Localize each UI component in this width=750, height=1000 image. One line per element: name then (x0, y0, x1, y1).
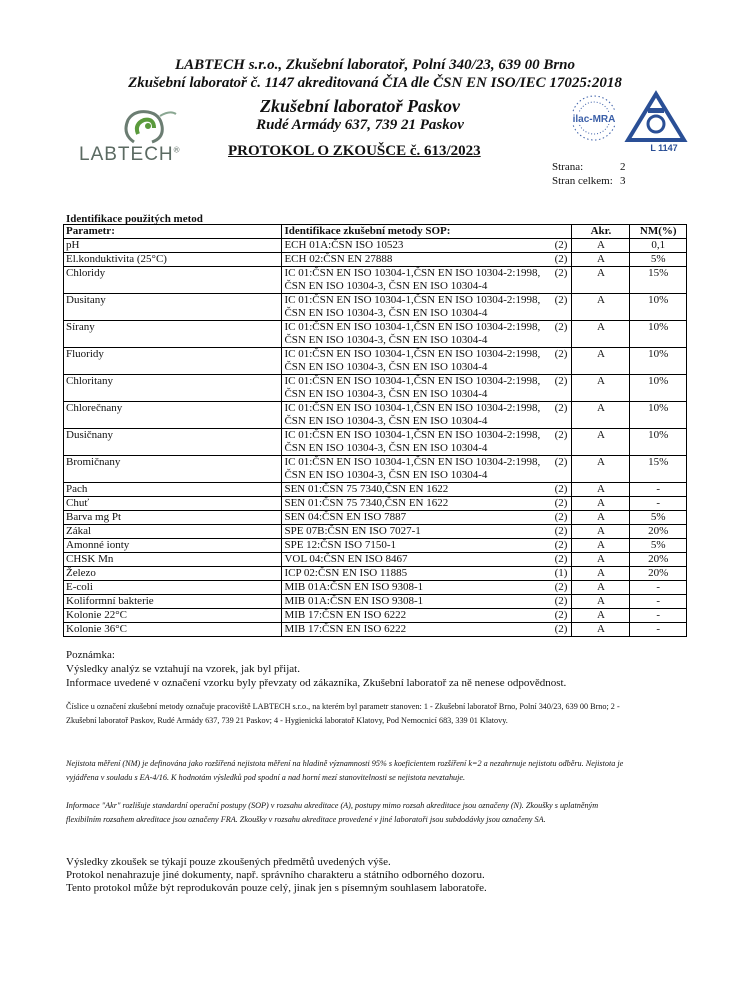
svg-text:ilac-MRA: ilac-MRA (572, 114, 616, 125)
lab-code: (2) (554, 456, 568, 468)
lab-code: (2) (554, 348, 568, 360)
nm-cell: 0,1 (630, 239, 687, 253)
labtech-logo-icon (104, 104, 188, 148)
nm-cell: - (630, 609, 687, 623)
uncertainty-note: Nejistota měření (NM) je definována jako rozšířená nejistota měření na hladině významnosti 95% s koeficientem rozšíření k=2 a nezahrnuje nejistotu odběru. Nejistota je vyjádřena v souladu s EA-4/16. K hodnotám výsledků pod spodní a nad horní mezí stanovitelnosti se nejistota nevztahuje. (66, 759, 624, 782)
method-cell (282, 567, 572, 581)
akr-cell: A (572, 553, 630, 567)
header-line-1: LABTECH s.r.o., Zkušební laboratoř, Polní 340/23, 639 00 Brno (174, 57, 576, 73)
akr-note: Informace "Akr" rozlišuje standardní operační postupy (SOP) v rozsahu akreditace (A), postupy mimo rozsah akreditace jsou označeny (N). Zkoušky s uplatněným flexibilním rozsahem akreditace jsou označeny FRA. Zkoušky v rozsahu akreditace provedené v jiné laboratoři jsou subdodávky jsou označeny SA. (66, 801, 599, 824)
method-cell (282, 239, 572, 253)
paging-info (552, 160, 626, 188)
table-row (64, 239, 687, 253)
section-title: Identifikace použitých metod (66, 213, 203, 225)
table-row (64, 456, 687, 483)
param-cell: Kolonie 22°C (64, 609, 282, 623)
nm-cell: - (630, 497, 687, 511)
method-line: ECH 01A:ČSN ISO 10523 (284, 239, 404, 251)
lab-code: (2) (554, 321, 568, 333)
total-value: 3 (620, 175, 626, 187)
akr-cell: A (572, 497, 630, 511)
method-line: IC 01:ČSN EN ISO 10304-1,ČSN EN ISO 10304-2:1998, (284, 456, 541, 468)
nm-cell: - (630, 595, 687, 609)
param-cell: Barva mg Pt (64, 511, 282, 525)
akr-cell: A (572, 267, 630, 294)
svg-text:L 1147: L 1147 (650, 143, 678, 153)
lab-code: (2) (554, 253, 568, 265)
method-line: IC 01:ČSN EN ISO 10304-1,ČSN EN ISO 10304-2:1998, (284, 267, 541, 279)
method-line: IC 01:ČSN EN ISO 10304-1,ČSN EN ISO 10304-2:1998, (284, 402, 541, 414)
method-line: SEN 04:ČSN EN ISO 7887 (284, 511, 407, 523)
method-line: ČSN EN ISO 10304-3, ČSN EN ISO 10304-4 (284, 469, 488, 481)
table-row (64, 483, 687, 497)
table-row (64, 553, 687, 567)
footer-line-3: Tento protokol může být reprodukován pouze celý, jinak jen s písemným souhlasem laboratoře. (66, 882, 487, 894)
table-row (64, 567, 687, 581)
nm-cell: - (630, 623, 687, 637)
method-line: ČSN EN ISO 10304-3, ČSN EN ISO 10304-4 (284, 388, 488, 400)
method-line: ČSN EN ISO 10304-3, ČSN EN ISO 10304-4 (284, 442, 488, 454)
nm-cell: - (630, 581, 687, 595)
nm-cell: 15% (630, 456, 687, 483)
page-label: Strana: (552, 161, 584, 173)
akr-cell: A (572, 609, 630, 623)
param-cell: Bromičnany (64, 456, 282, 483)
akr-cell: A (572, 239, 630, 253)
param-cell: Chuť (64, 497, 282, 511)
method-line: ECH 02:ČSN EN 27888 (284, 253, 393, 265)
method-line: ČSN EN ISO 10304-3, ČSN EN ISO 10304-4 (284, 361, 488, 373)
param-cell: Zákal (64, 525, 282, 539)
method-cell (282, 267, 572, 294)
method-cell (282, 321, 572, 348)
method-cell (282, 595, 572, 609)
lab-code: (2) (554, 539, 568, 551)
header-method: Identifikace zkušební metody SOP: (282, 225, 572, 239)
method-cell (282, 348, 572, 375)
table-row (64, 375, 687, 402)
table-row (64, 321, 687, 348)
nm-cell: - (630, 483, 687, 497)
notes-title: Poznámka: (66, 649, 115, 661)
lab-code: (2) (554, 553, 568, 565)
method-line: MIB 17:ČSN EN ISO 6222 (284, 623, 407, 635)
method-line: SPE 12:ČSN ISO 7150-1 (284, 539, 396, 551)
lab-title: Zkušební laboratoř Paskov (259, 96, 460, 116)
method-cell (282, 294, 572, 321)
akr-cell: A (572, 321, 630, 348)
lab-code: (2) (554, 239, 568, 251)
lab-code: (2) (554, 375, 568, 387)
param-cell: Chlorečnany (64, 402, 282, 429)
table-row (64, 609, 687, 623)
param-cell: Sírany (64, 321, 282, 348)
param-cell: Chloritany (64, 375, 282, 402)
method-cell (282, 253, 572, 267)
header-nm: NM(%) (630, 225, 687, 239)
lab-code: (2) (554, 581, 568, 593)
lab-code: (2) (554, 511, 568, 523)
table-row (64, 294, 687, 321)
nm-cell: 20% (630, 553, 687, 567)
method-cell (282, 525, 572, 539)
ilac-mra-icon (568, 94, 620, 144)
lab-code: (2) (554, 429, 568, 441)
header-line-2: Zkušební laboratoř č. 1147 akreditovaná ČIA dle ČSN EN ISO/IEC 17025:2018 (128, 75, 622, 91)
param-cell: Dusitany (64, 294, 282, 321)
method-cell (282, 456, 572, 483)
nm-cell: 20% (630, 567, 687, 581)
akr-cell: A (572, 402, 630, 429)
akr-cell: A (572, 539, 630, 553)
lab-code: (1) (554, 567, 568, 579)
table-row (64, 595, 687, 609)
cai-accreditation-icon (624, 90, 688, 154)
akr-cell: A (572, 294, 630, 321)
method-cell (282, 609, 572, 623)
nm-cell: 10% (630, 375, 687, 402)
akr-cell: A (572, 483, 630, 497)
akr-cell: A (572, 511, 630, 525)
table-body (64, 239, 687, 637)
method-cell (282, 483, 572, 497)
param-cell: Dusičnany (64, 429, 282, 456)
akr-cell: A (572, 525, 630, 539)
footer-line-1: Výsledky zkoušek se týkají pouze zkoušených předmětů uvedených výše. (66, 856, 391, 868)
method-line: IC 01:ČSN EN ISO 10304-1,ČSN EN ISO 10304-2:1998, (284, 348, 541, 360)
table-row (64, 623, 687, 637)
method-cell (282, 623, 572, 637)
method-line: ČSN EN ISO 10304-3, ČSN EN ISO 10304-4 (284, 280, 488, 292)
param-cell: Amonné ionty (64, 539, 282, 553)
notes-line-2: Informace uvedené v označení vzorku byly převzaty od zákazníka, Zkušební laboratoř za ně nenese odpovědnost. (66, 677, 567, 689)
lab-code: (2) (554, 267, 568, 279)
nm-cell: 10% (630, 402, 687, 429)
method-line: IC 01:ČSN EN ISO 10304-1,ČSN EN ISO 10304-2:1998, (284, 321, 541, 333)
param-cell: Pach (64, 483, 282, 497)
method-line: SEN 01:ČSN 75 7340,ČSN EN 1622 (284, 483, 449, 495)
lab-code: (2) (554, 623, 568, 635)
notes-block (66, 648, 566, 690)
method-line: MIB 17:ČSN EN ISO 6222 (284, 609, 407, 621)
method-cell (282, 375, 572, 402)
param-cell: E-coli (64, 581, 282, 595)
akr-cell: A (572, 348, 630, 375)
method-line: ČSN EN ISO 10304-3, ČSN EN ISO 10304-4 (284, 334, 488, 346)
table-row (64, 402, 687, 429)
table-row (64, 348, 687, 375)
akr-cell: A (572, 429, 630, 456)
method-cell (282, 402, 572, 429)
header-akr: Akr. (572, 225, 630, 239)
method-line: IC 01:ČSN EN ISO 10304-1,ČSN EN ISO 10304-2:1998, (284, 294, 541, 306)
method-cell (282, 581, 572, 595)
method-line: ČSN EN ISO 10304-3, ČSN EN ISO 10304-4 (284, 307, 488, 319)
nm-cell: 5% (630, 539, 687, 553)
akr-cell: A (572, 623, 630, 637)
footer-line-2: Protokol nenahrazuje jiné dokumenty, např. správního charakteru a státního odborného dozoru. (66, 869, 485, 881)
method-line: IC 01:ČSN EN ISO 10304-1,ČSN EN ISO 10304-2:1998, (284, 375, 541, 387)
nm-cell: 20% (630, 525, 687, 539)
table-row (64, 539, 687, 553)
nm-cell: 10% (630, 429, 687, 456)
nm-cell: 5% (630, 511, 687, 525)
param-cell: pH (64, 239, 282, 253)
akr-cell: A (572, 375, 630, 402)
method-cell (282, 429, 572, 456)
method-cell (282, 553, 572, 567)
lab-code: (2) (554, 483, 568, 495)
method-cell (282, 539, 572, 553)
nm-cell: 15% (630, 267, 687, 294)
method-line: SPE 07B:ČSN EN ISO 7027-1 (284, 525, 421, 537)
table-row (64, 511, 687, 525)
method-line: ICP 02:ČSN EN ISO 11885 (284, 567, 408, 579)
nm-cell: 10% (630, 321, 687, 348)
param-cell: El.konduktivita (25°C) (64, 253, 282, 267)
nm-cell: 10% (630, 294, 687, 321)
akr-cell: A (572, 581, 630, 595)
method-cell (282, 497, 572, 511)
protocol-title: PROTOKOL O ZKOUŠCE č. 613/2023 (228, 143, 481, 159)
akr-cell: A (572, 567, 630, 581)
total-label: Stran celkem: (552, 175, 613, 187)
method-line: SEN 01:ČSN 75 7340,ČSN EN 1622 (284, 497, 449, 509)
table-row (64, 497, 687, 511)
akr-cell: A (572, 253, 630, 267)
method-line: ČSN EN ISO 10304-3, ČSN EN ISO 10304-4 (284, 415, 488, 427)
method-line: MIB 01A:ČSN EN ISO 9308-1 (284, 595, 424, 607)
header-param: Parametr: (64, 225, 282, 239)
lab-code: (2) (554, 525, 568, 537)
method-line: VOL 04:ČSN EN ISO 8467 (284, 553, 408, 565)
method-line: MIB 01A:ČSN EN ISO 9308-1 (284, 581, 424, 593)
footer-block (66, 856, 487, 895)
page-value: 2 (620, 161, 626, 173)
lab-code: (2) (554, 609, 568, 621)
table-row (64, 267, 687, 294)
table-row (64, 429, 687, 456)
param-cell: CHSK Mn (64, 553, 282, 567)
akr-cell: A (572, 595, 630, 609)
table-row (64, 253, 687, 267)
akr-cell: A (572, 456, 630, 483)
method-line: IC 01:ČSN EN ISO 10304-1,ČSN EN ISO 10304-2:1998, (284, 429, 541, 441)
param-cell: Železo (64, 567, 282, 581)
nm-cell: 5% (630, 253, 687, 267)
methods-table (63, 224, 687, 637)
nm-cell: 10% (630, 348, 687, 375)
param-cell: Fluoridy (64, 348, 282, 375)
param-cell: Kolonie 36°C (64, 623, 282, 637)
table-header-row (64, 225, 687, 239)
param-cell: Chloridy (64, 267, 282, 294)
table-row (64, 525, 687, 539)
lab-code: (2) (554, 402, 568, 414)
param-cell: Koliformní bakterie (64, 595, 282, 609)
method-cell (282, 511, 572, 525)
method-codes-note: Číslice u označení zkušební metody označuje pracoviště LABTECH s.r.o., na kterém byl parametr stanoven: 1 - Zkušební laboratoř Brno, Polní 340/23, 639 00 Brno; 2 - Zkušební laboratoř Paskov, Rudé Armády 637, 739 21 Paskov; 4 - Hygienická laboratoř Klatovy, Pod Nemocnicí 683, 339 01 Klatovy. (66, 702, 620, 725)
lab-address: Rudé Armády 637, 739 21 Paskov (256, 117, 464, 133)
notes-line-1: Výsledky analýz se vztahují na vzorek, jak byl přijat. (66, 663, 300, 675)
labtech-wordmark: LABTECH® (79, 144, 180, 165)
lab-code: (2) (554, 497, 568, 509)
lab-code: (2) (554, 294, 568, 306)
table-row (64, 581, 687, 595)
lab-code: (2) (554, 595, 568, 607)
